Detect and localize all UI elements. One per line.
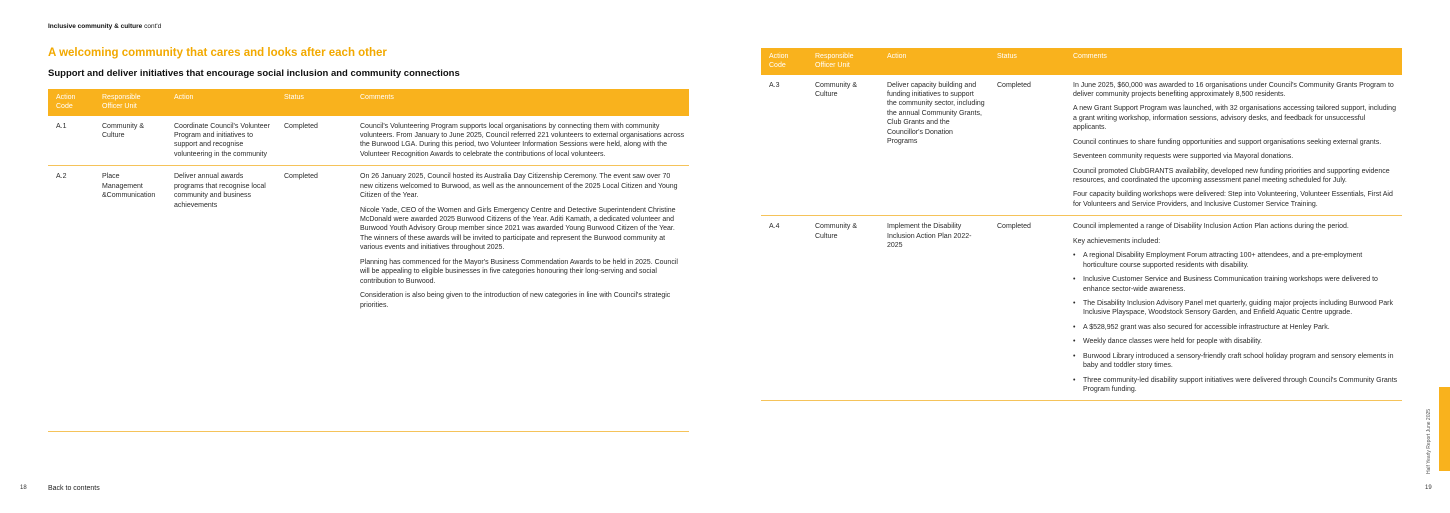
responsible-unit: Community & Culture [94, 116, 166, 166]
col-responsible-unit: Responsible Officer Unit [94, 89, 166, 116]
table-row [48, 166, 689, 432]
col-action: Action [166, 89, 276, 116]
comment-paragraph: Planning has commenced for the Mayor's Business Commendation Awards to be held in 2025. Council will be appealing to eligible businesses in five categories honouring their long-serving and social contribution to Burwood. [360, 258, 678, 285]
table-header-row [761, 48, 1402, 75]
list-item: • A $528,952 grant was also secured for accessible infrastructure at Henley Park. [1073, 323, 1398, 332]
comment-paragraph: On 26 January 2025, Council hosted its Australia Day Citizenship Ceremony. The event saw over 70 new citizens welcomed to Burwood, as well as the announcement of the 2025 Local Citizen and Young Citizen of the Year. [360, 173, 678, 200]
table-row [761, 216, 1402, 401]
comments [352, 166, 689, 432]
table-row [48, 116, 689, 166]
status: Completed [276, 166, 352, 432]
list-item: • A regional Disability Employment Forum attracting 100+ attendees, and a pre-employment horticulture course supported residents with disability. [1073, 251, 1398, 270]
achievements-list [1073, 251, 1398, 394]
col-responsible-unit: Responsible Officer Unit [807, 48, 879, 75]
table-row [761, 75, 1402, 216]
side-tab [1439, 387, 1450, 471]
action-code: A.2 [48, 166, 94, 432]
comments [1065, 75, 1402, 216]
col-comments: Comments [352, 89, 689, 116]
list-item: • Weekly dance classes were held for people with disability. [1073, 337, 1398, 346]
comment-paragraph: Council implemented a range of Disability Inclusion Action Plan actions during the period. [1073, 223, 1349, 231]
list-item: • Burwood Library introduced a sensory-friendly craft school holiday program and sensory elements in baby and toddler story times. [1073, 352, 1398, 371]
comment-paragraph: Nicole Yade, CEO of the Women and Girls Emergency Centre and Detective Superintendent Christine McDonald were awarded 2025 Burwood Citizens of the Year. Aditi Kamath, a dedicated volunteer and Burwood Youth Advisory Group member since 2021 was awarded Young Burwood Citizen of the Year. The winners of these awards will be invited to participate and represent the Burwood community at various events and initiatives throughout 2025. [360, 206, 676, 252]
action-code: A.4 [761, 216, 807, 401]
comment-paragraph: Council continues to share funding opportunities and support organisations seeking external grants. [1073, 138, 1382, 146]
action-text: Implement the Disability Inclusion Action Plan 2022-2025 [879, 216, 989, 401]
comment-paragraph: Key achievements included: [1073, 237, 1161, 245]
col-action-code: Action Code [48, 89, 94, 116]
comments [1065, 216, 1402, 401]
responsible-unit: Place Management &Communication [94, 166, 166, 432]
list-item: • The Disability Inclusion Advisory Panel met quarterly, guiding major projects including Burwood Park Inclusive Playspace, Woodstock Sensory Garden, and Enfield Aquatic Centre upgrade. [1073, 299, 1398, 318]
comment-paragraph: Council's Volunteering Program supports local organisations by connecting them with community volunteers. From January to June 2025, Council referred 221 volunteers to external organisations across the Burwood LGA. During this period, two Volunteer Information Sessions were held, along with the Volunteer Recognition Awards to celebrate the contributions of local volunteers. [360, 122, 685, 158]
comments [352, 116, 689, 166]
comment-paragraph: Consideration is also being given to the introduction of new categories in line with Council's strategic priorities. [360, 292, 671, 309]
comment-paragraph: Four capacity building workshops were delivered: Step into Volunteering, Volunteer Essentials, First Aid for Volunteers and Service Providers, and Inclusive Customer Service Training. [1073, 191, 1393, 208]
list-item: • Three community-led disability support initiatives were delivered through Council's Community Grants Program funding. [1073, 376, 1398, 395]
section-label: Inclusive community & culture cont'd [48, 23, 162, 30]
status: Completed [989, 216, 1065, 401]
comment-paragraph: A new Grant Support Program was launched, with 32 organisations accessing tailored support, including a grant writing workshop, information sessions, advisory desks, and feedback for unsuccessful applicants. [1073, 105, 1396, 132]
col-comments: Comments [1065, 48, 1402, 75]
col-action: Action [879, 48, 989, 75]
action-table-left [48, 89, 689, 432]
action-code: A.1 [48, 116, 94, 166]
col-status: Status [276, 89, 352, 116]
table-header-row [48, 89, 689, 116]
responsible-unit: Community & Culture [807, 216, 879, 401]
page-heading: A welcoming community that cares and looks after each other [48, 47, 387, 59]
action-text: Coordinate Council's Volunteer Program and initiatives to support and recognise volunteering in the community [166, 116, 276, 166]
list-item: • Inclusive Customer Service and Business Communication training workshops were delivered to enhance sector-wide awareness. [1073, 275, 1398, 294]
page-subheading: Support and deliver initiatives that encourage social inclusion and community connections [48, 68, 460, 79]
col-status: Status [989, 48, 1065, 75]
comment-paragraph: Council promoted ClubGRANTS availability, developed new funding priorities and supporting evidence resources, and coordinated the upcoming assessment panel meeting scheduled for July. [1073, 167, 1390, 184]
comment-paragraph: In June 2025, $60,000 was awarded to 16 organisations under Council's Community Grants Program to deliver community projects benefiting approximately 8,500 residents. [1073, 81, 1394, 98]
status: Completed [276, 116, 352, 166]
back-to-contents-link[interactable]: Back to contents [48, 485, 100, 492]
page-number: 19 [1425, 485, 1432, 491]
col-action-code: Action Code [761, 48, 807, 75]
report-title-vertical: Half Yearly Report June 2025 [1426, 408, 1432, 474]
page-number: 18 [20, 485, 27, 491]
action-code: A.3 [761, 75, 807, 216]
comment-paragraph: Seventeen community requests were supported via Mayoral donations. [1073, 153, 1294, 161]
responsible-unit: Community & Culture [807, 75, 879, 216]
action-text: Deliver capacity building and funding initiatives to support the community sector, including the annual Community Grants, Club Grants and the Councillor's Donation Programs [879, 75, 989, 216]
action-table-right [761, 48, 1402, 401]
status: Completed [989, 75, 1065, 216]
action-text: Deliver annual awards programs that recognise local community and business achievements [166, 166, 276, 432]
